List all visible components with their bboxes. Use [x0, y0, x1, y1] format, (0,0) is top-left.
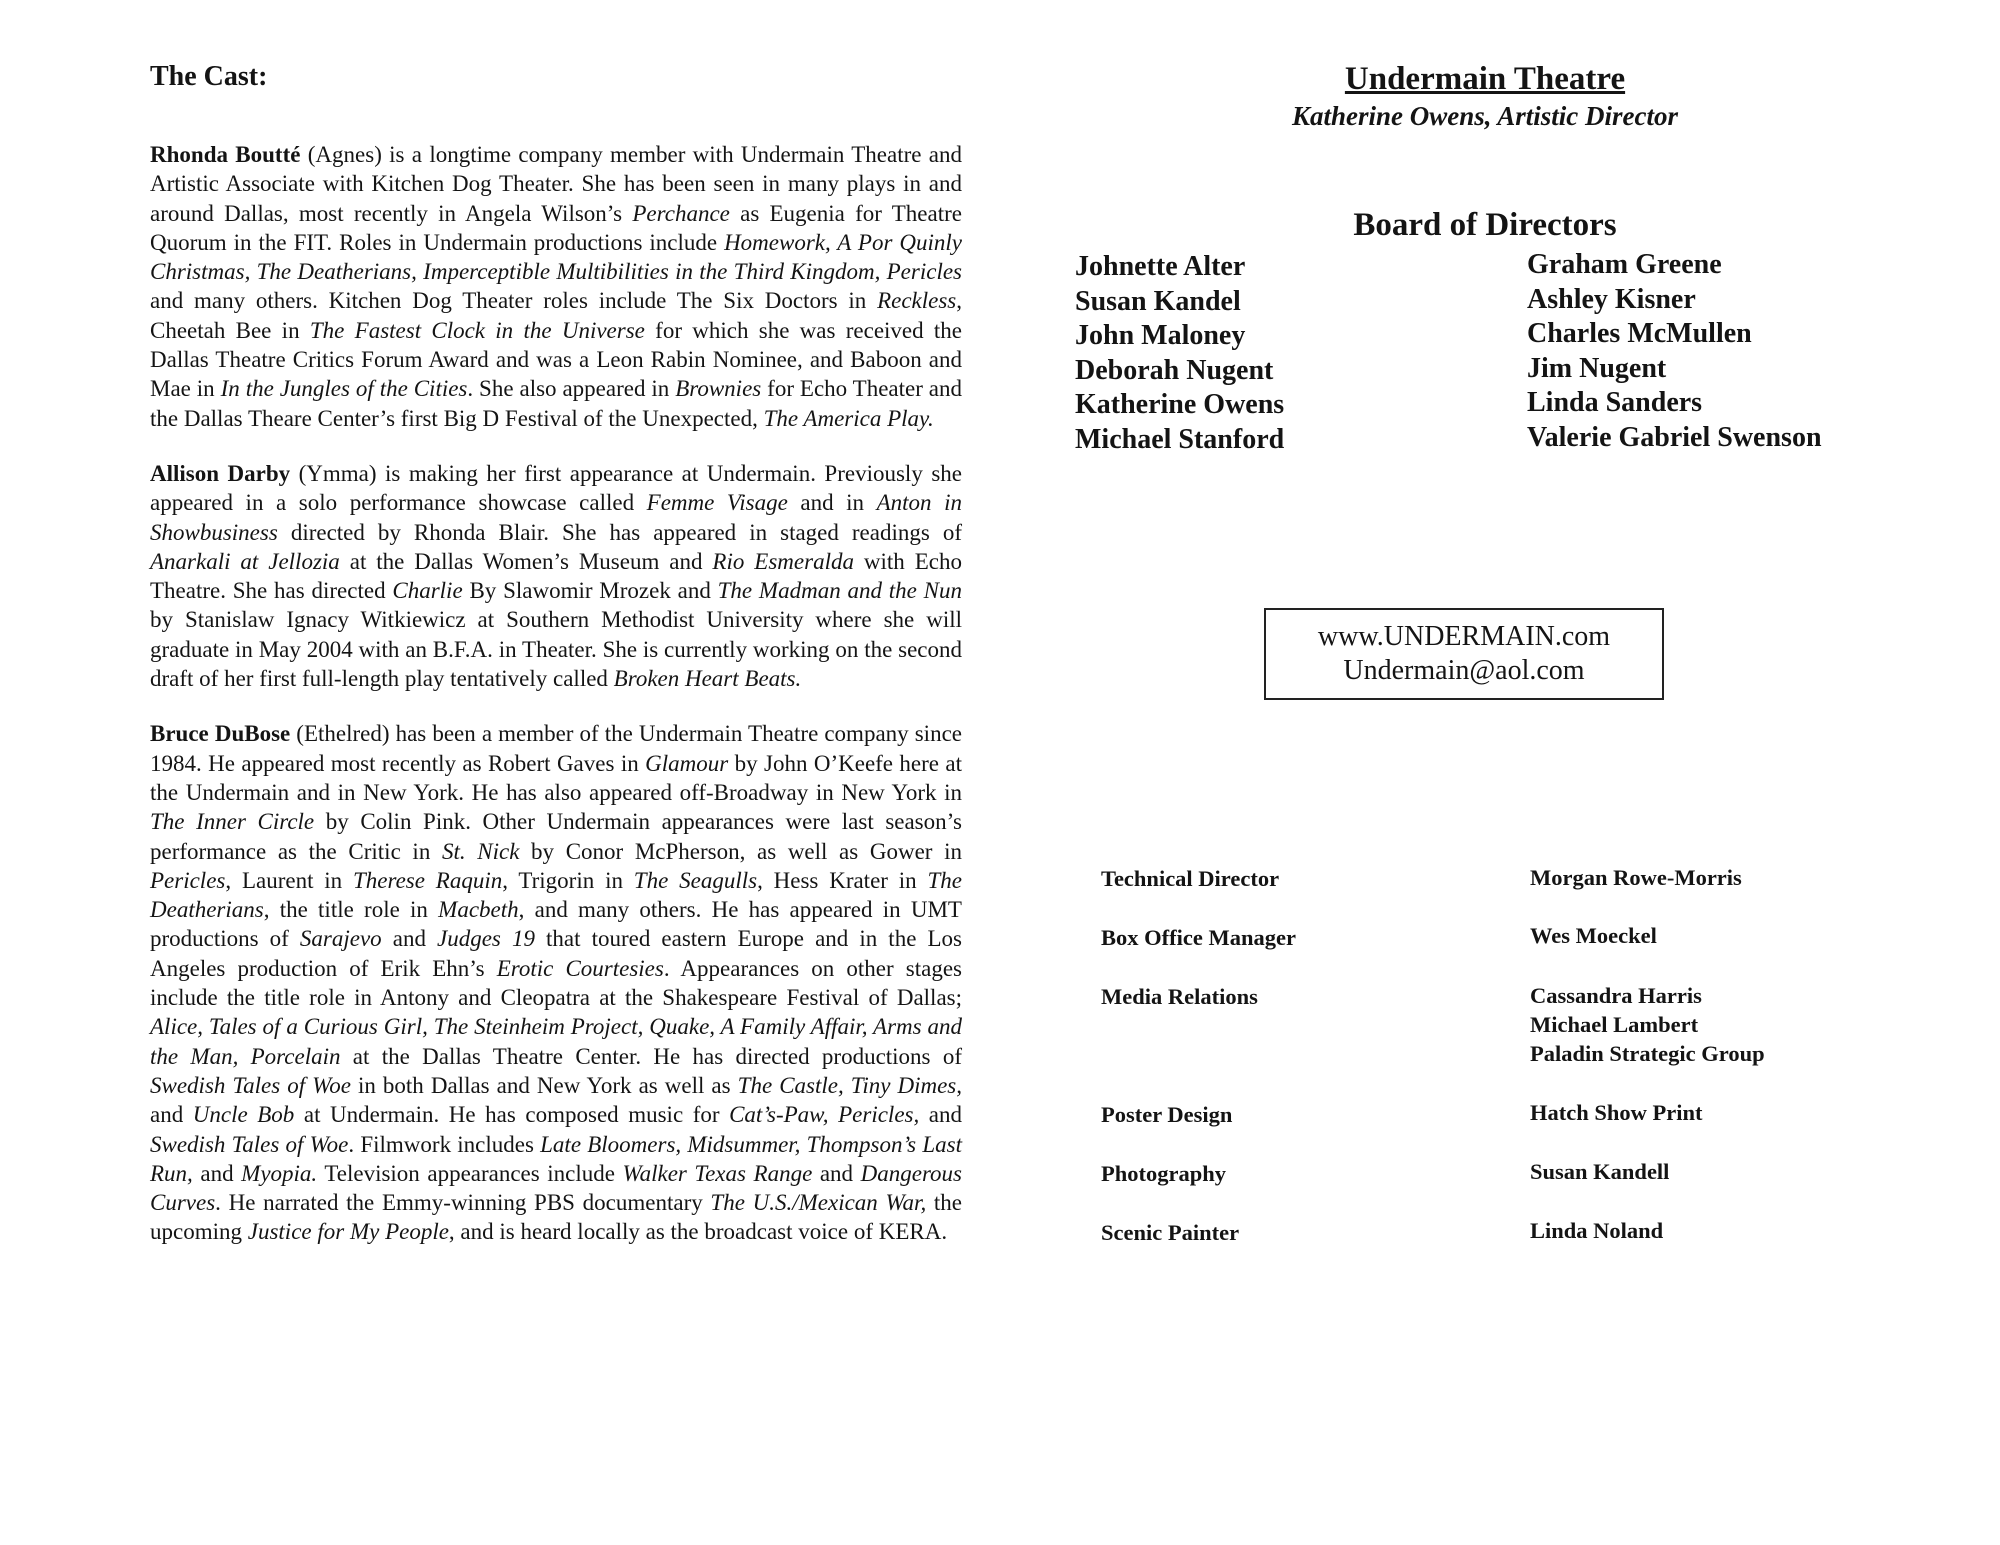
staff-name: Paladin Strategic Group	[1530, 1041, 1765, 1066]
cast-member-name: Allison Darby	[150, 460, 291, 486]
staff-name: Wes Moeckel	[1530, 923, 1657, 948]
board-member: Michael Stanford	[1075, 423, 1285, 455]
cast-section	[150, 60, 962, 1273]
board-list-left	[1075, 250, 1284, 458]
board-member: Jim Nugent	[1527, 352, 1667, 384]
production-title: Myopia.	[241, 1160, 318, 1186]
production-title: Sarajevo	[299, 926, 382, 952]
board-member: Susan Kandel	[1075, 285, 1241, 317]
production-title: Anton in Showbusiness	[150, 490, 962, 545]
production-title: Alice, Tales of a Curious Girl, The Steinheim Project, Quake, A Family Affair, Arms and the Man, Porcelain	[150, 1014, 962, 1069]
cast-member-name: Rhonda Boutté	[150, 142, 301, 167]
production-title: Swedish Tales of Woe	[150, 1072, 351, 1098]
production-title: The Madman and the Nun	[717, 578, 963, 604]
production-title: Charlie	[392, 578, 463, 604]
staff-name: Michael Lambert	[1530, 1012, 1699, 1037]
production-title: Therese Raquin	[353, 867, 503, 893]
production-title: Homework, A Por Quinly Christmas, The Deatherians, Imperceptible Multibilities in the Third Kingdom, Pericles	[150, 229, 962, 285]
theatre-name: Undermain Theatre	[1344, 61, 1626, 97]
staff-name: Cassandra Harris	[1530, 983, 1702, 1008]
staff-name: Hatch Show Print	[1530, 1100, 1703, 1125]
staff-role: Media Relations	[1101, 984, 1258, 1009]
board-member: Deborah Nugent	[1075, 354, 1274, 386]
production-title: The Seagulls	[633, 867, 758, 893]
production-title: Macbeth	[438, 897, 519, 923]
production-title: Cat’s-Paw, Pericles,	[729, 1102, 920, 1128]
production-title: Erotic Courtesies	[496, 955, 664, 981]
staff-role: Technical Director	[1101, 866, 1280, 891]
production-title: Anarkali at Jellozia	[150, 548, 340, 574]
production-title: Uncle Bob	[192, 1102, 295, 1128]
cast-bio: Bruce DuBose (Ethelred) has been a member of the Undermain Theatre company since 1984. He appeared most recently as Robert Gaves in Glamour by John O’Keefe here at the Undermain and in New York. He has also appeared off-Broadway in New York in The Inner Circle by Colin Pink. Other Undermain appearances were last season’s performance as the Critic in St. Nick by Conor McPherson, as well as Gower in Pericles, Laurent in Therese Raquin, Trigorin in The Seagulls, Hess Krater in The Deatherians, the title role in Macbeth, and many others. He has appeared in UMT productions of Sarajevo and Judges 19 that toured eastern Europe and in the Los Angeles production of Erik Ehn’s Erotic Courtesies. Appearances on other stages include the title role in Antony and Cleopatra at the Shakespeare Festival of Dallas; Alice, Tales of a Curious Girl, The Steinheim Project, Quake, A Family Affair, Arms and the Man, Porcelain at the Dallas Theatre Center. He has directed productions of Swedish Tales of Woe in both Dallas and New York as well as The Castle, Tiny Dimes, and Uncle Bob at Undermain. He has composed music for Cat’s-Paw, Pericles, and Swedish Tales of Woe. Filmwork includes Late Bloomers, Midsummer, Thompson’s Last Run, and Myopia. Television appearances include Walker Texas Range and Dangerous Curves. He narrated the Emmy-winning PBS documentary The U.S./Mexican War, the upcoming Justice for My People, and is heard locally as the broadcast voice of KERA.	[150, 721, 963, 1245]
cast-member-name: Bruce DuBose	[150, 721, 291, 747]
production-title: Brownies	[675, 376, 762, 402]
staff-name: Susan Kandell	[1530, 1159, 1670, 1184]
staff-role: Box Office Manager	[1101, 925, 1296, 950]
board-member: Linda Sanders	[1527, 387, 1703, 419]
production-title: Swedish Tales of Woe	[150, 1131, 349, 1157]
cast-bio: Allison Darby (Ymma) is making her first appearance at Undermain. Previously she appeared in a solo performance showcase called Femme Visage and in Anton in Showbusiness directed by Rhonda Blair. She has appeared in staged readings of Anarkali at Jellozia at the Dallas Women’s Museum and Rio Esmeralda with Echo Theatre. She has directed Charlie By Slawomir Mrozek and The Madman and the Nun by Stanislaw Ignacy Witkiewicz at Southern Methodist University where she will graduate in May 2004 with an B.F.A. in Theater. She is currently working on the second draft of her first full-length play tentatively called Broken Heart Beats.	[150, 460, 963, 692]
website-link[interactable]: www.UNDERMAIN.com	[1317, 621, 1611, 652]
production-title: The Castle, Tiny Dimes,	[737, 1072, 962, 1098]
production-title: Dangerous Curves	[150, 1160, 962, 1216]
production-title: Perchance	[632, 200, 730, 226]
board-member: Charles McMullen	[1527, 318, 1752, 350]
production-title: Glamour	[645, 750, 729, 776]
production-title: Reckless	[877, 288, 957, 314]
board-list-right	[1527, 248, 1822, 456]
production-title: Judges 19	[437, 926, 535, 952]
production-title: Femme Visage	[646, 490, 788, 516]
staff-name: Linda Noland	[1530, 1218, 1664, 1243]
board-member: Johnette Alter	[1075, 251, 1246, 282]
contact-box	[1264, 608, 1664, 700]
production-title: In the Jungles of the Cities	[220, 376, 468, 402]
production-title: Rio Esmeralda	[712, 548, 854, 574]
board-member: Graham Greene	[1527, 249, 1722, 280]
staff-name: Morgan Rowe-Morris	[1530, 865, 1742, 890]
production-title: Walker Texas Range	[622, 1160, 813, 1186]
artistic-director: Katherine Owens, Artistic Director	[1291, 101, 1679, 131]
production-title: Justice for My People	[247, 1219, 449, 1245]
production-title: Broken Heart Beats.	[613, 666, 802, 692]
board-member: Valerie Gabriel Swenson	[1527, 421, 1822, 453]
production-title: The Inner Circle	[150, 809, 315, 835]
production-title: The U.S./Mexican War,	[710, 1190, 927, 1216]
board-member: Katherine Owens	[1075, 389, 1285, 421]
board-member: John Maloney	[1075, 320, 1246, 352]
production-title: The Fastest Clock in the Universe	[309, 317, 645, 343]
production-title: The America Play.	[763, 405, 934, 431]
board-title: Board of Directors	[1353, 207, 1617, 243]
cast-bio: Rhonda Boutté (Agnes) is a longtime company member with Undermain Theatre and Artistic Associate with Kitchen Dog Theater. She has been seen in many plays in and around Dallas, most recently in Angela Wilson’s Perchance as Eugenia for Theatre Quorum in the FIT. Roles in Undermain productions include Homework, A Por Quinly Christmas, The Deatherians, Imperceptible Multibilities in the Third Kingdom, Pericles and many others. Kitchen Dog Theater roles include The Six Doctors in Reckless, Cheetah Bee in The Fastest Clock in the Universe for which she was received the Dallas Theatre Critics Forum Award and was a Leon Rabin Nominee, and Baboon and Mae in In the Jungles of the Cities. She also appeared in Brownies for Echo Theater and the Dallas Theare Center’s first Big D Festival of the Unexpected, The America Play.	[150, 142, 963, 431]
staff-role: Poster Design	[1101, 1102, 1233, 1127]
cast-heading: The Cast:	[150, 61, 268, 92]
production-title: Late Bloomers, Midsummer, Thompson’s Last Run,	[150, 1131, 962, 1186]
production-title: The Deatherians	[150, 867, 962, 923]
board-member: Ashley Kisner	[1527, 283, 1696, 315]
staff-role: Photography	[1101, 1161, 1227, 1186]
production-title: St. Nick	[441, 838, 520, 864]
email-link[interactable]: Undermain@aol.com	[1343, 655, 1585, 686]
staff-role: Scenic Painter	[1101, 1220, 1240, 1245]
production-title: Pericles	[150, 867, 226, 893]
